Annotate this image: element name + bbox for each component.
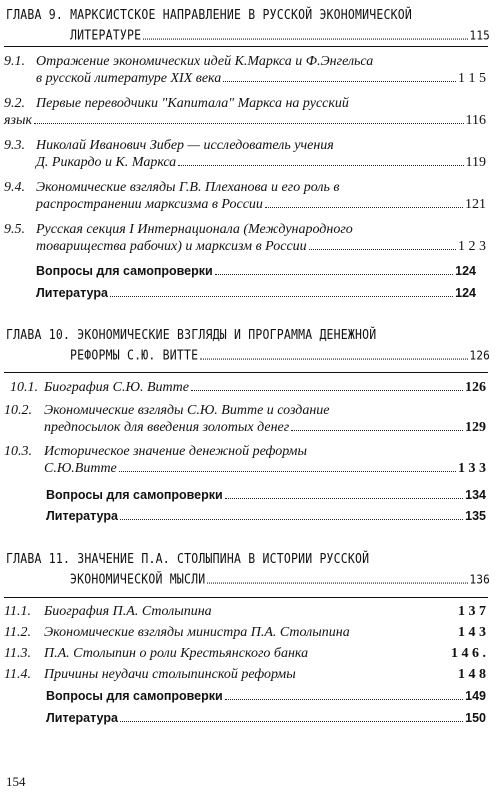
entry-title: распространении марксизма в России bbox=[36, 196, 263, 212]
toc-entry bbox=[10, 380, 486, 397]
chapter-title-line: ГЛАВА 9. МАРКСИСТСКОЕ НАПРАВЛЕНИЕ В РУССКОЙ ЭКОНОМИЧЕСКОЙ bbox=[6, 6, 413, 23]
entry-title: Литература bbox=[36, 286, 108, 300]
page-number: 121 bbox=[465, 196, 486, 212]
chapter-title-line: РЕФОРМЫ С.Ю. ВИТТЕ bbox=[70, 347, 199, 364]
entry-number: 10.1. bbox=[10, 380, 38, 395]
divider-line bbox=[4, 46, 488, 47]
page-number: 134 bbox=[465, 488, 486, 502]
entry-title: язык bbox=[4, 112, 32, 128]
dot-leader bbox=[110, 296, 453, 297]
literature-entry bbox=[36, 285, 476, 301]
page-number: 119 bbox=[465, 154, 486, 170]
dot-leader bbox=[143, 39, 467, 40]
entry-number: 11.2. bbox=[4, 625, 31, 640]
entry-title: Николай Иванович Зибер — исследователь учения bbox=[36, 138, 334, 153]
page-number: 1 1 5 bbox=[458, 70, 486, 86]
questions-entry bbox=[46, 688, 486, 704]
page-number: 1 3 3 bbox=[458, 460, 486, 476]
entry-number: 11.4. bbox=[4, 667, 31, 682]
divider-line bbox=[4, 372, 488, 373]
dot-leader bbox=[225, 699, 463, 700]
page-number: 1 4 3 bbox=[458, 625, 486, 640]
entry-number: 10.2. bbox=[4, 403, 32, 418]
dot-leader bbox=[120, 721, 463, 722]
page-number: 116 bbox=[465, 112, 486, 128]
page-number: 1 3 7 bbox=[458, 604, 486, 619]
entry-title: Причины неудачи столыпинской реформы bbox=[44, 667, 296, 682]
dot-leader bbox=[309, 249, 456, 250]
toc-entry bbox=[4, 403, 486, 436]
entry-number: 11.3. bbox=[4, 646, 31, 661]
entry-title: Вопросы для самопроверки bbox=[36, 264, 213, 278]
entry-number: 9.2. bbox=[4, 96, 25, 111]
dot-leader bbox=[291, 430, 463, 431]
toc-entry bbox=[4, 667, 486, 684]
entry-title: Д. Рикардо и К. Маркса bbox=[36, 154, 177, 170]
toc-entry bbox=[4, 444, 486, 477]
page-number: 126 bbox=[465, 380, 486, 395]
entry-title: С.Ю.Витте bbox=[44, 460, 117, 476]
dot-leader bbox=[223, 81, 456, 82]
page-number: 1 2 3 bbox=[458, 238, 486, 254]
chapter-title-line: ГЛАВА 10. ЭКОНОМИЧЕСКИЕ ВЗГЛЯДЫ И ПРОГРАММА ДЕНЕЖНОЙ bbox=[6, 326, 377, 343]
chapter-10-heading bbox=[6, 324, 490, 367]
entry-number: 11.1. bbox=[4, 604, 31, 619]
entry-title: Вопросы для самопроверки bbox=[46, 689, 223, 703]
literature-entry bbox=[46, 508, 486, 524]
entry-title: Экономические взгляды С.Ю. Витте и создание bbox=[44, 403, 330, 418]
entry-number: 10.3. bbox=[4, 444, 32, 459]
entry-title: предпосылок для введения золотых денег bbox=[44, 419, 290, 435]
entry-title: Первые переводчики "Капитала" Маркса на русский bbox=[36, 96, 349, 111]
chapter-title-line: ЛИТЕРАТУРЕ bbox=[70, 27, 142, 44]
entry-title: П.А. Столыпин о роли Крестьянского банка bbox=[44, 646, 309, 661]
dot-leader bbox=[207, 583, 467, 584]
page-number: 1 4 6 . bbox=[451, 646, 486, 661]
dot-leader bbox=[178, 165, 463, 166]
page-number: 124 bbox=[455, 264, 476, 278]
dot-leader bbox=[225, 498, 463, 499]
chapter-title-line: ГЛАВА 11. ЗНАЧЕНИЕ П.А. СТОЛЫПИНА В ИСТОРИИ РУССКОЙ bbox=[6, 550, 370, 567]
entry-number: 9.4. bbox=[4, 180, 25, 195]
toc-entry bbox=[4, 646, 486, 663]
entry-title: Вопросы для самопроверки bbox=[46, 488, 223, 502]
questions-entry bbox=[36, 263, 476, 279]
chapter-title-line: ЭКОНОМИЧЕСКОЙ МЫСЛИ bbox=[70, 571, 206, 588]
entry-title: Историческое значение денежной реформы bbox=[44, 444, 307, 459]
entry-title: Русская секция I Интернационала (Международного bbox=[36, 222, 353, 237]
toc-entry bbox=[4, 222, 486, 255]
page-number: 124 bbox=[455, 286, 476, 300]
chapter-11-heading bbox=[6, 548, 490, 591]
page-number: 115 bbox=[469, 28, 490, 44]
entry-title: Литература bbox=[46, 711, 118, 725]
toc-entry bbox=[4, 138, 486, 171]
entry-title: Биография П.А. Столыпина bbox=[44, 604, 212, 619]
dot-leader bbox=[120, 519, 463, 520]
toc-entry bbox=[4, 604, 486, 621]
divider-line bbox=[4, 597, 488, 598]
page-folio: 154 bbox=[6, 774, 26, 789]
page-number: 149 bbox=[465, 689, 486, 703]
dot-leader bbox=[265, 207, 463, 208]
entry-title: в русской литературе XIX века bbox=[36, 70, 222, 86]
toc-entry bbox=[4, 625, 486, 642]
entry-title: товарищества рабочих) и марксизм в России bbox=[36, 238, 307, 254]
page-number: 136 bbox=[469, 572, 490, 588]
literature-entry bbox=[46, 710, 486, 726]
entry-title: Биография С.Ю. Витте bbox=[44, 380, 189, 395]
dot-leader bbox=[215, 274, 453, 275]
entry-title: Экономические взгляды министра П.А. Столыпина bbox=[44, 625, 350, 640]
questions-entry bbox=[46, 487, 486, 503]
page-number: 126 bbox=[469, 348, 490, 364]
entry-number: 9.3. bbox=[4, 138, 25, 153]
page-number: 150 bbox=[465, 711, 486, 725]
entry-number: 9.1. bbox=[4, 54, 25, 69]
toc-entry bbox=[4, 54, 486, 87]
page-number: 1 4 8 bbox=[458, 667, 486, 682]
dot-leader bbox=[200, 359, 467, 360]
dot-leader bbox=[191, 390, 463, 391]
entry-title: Литература bbox=[46, 509, 118, 523]
toc-entry bbox=[4, 96, 486, 129]
entry-title: Экономические взгляды Г.В. Плеханова и его роль в bbox=[36, 180, 340, 195]
entry-title: Отражение экономических идей К.Маркса и Ф.Энгельса bbox=[36, 54, 374, 69]
entry-number: 9.5. bbox=[4, 222, 25, 237]
page-number: 135 bbox=[465, 509, 486, 523]
toc-entry bbox=[4, 180, 486, 213]
dot-leader bbox=[34, 123, 464, 124]
dot-leader bbox=[119, 471, 456, 472]
chapter-9-heading bbox=[6, 4, 490, 47]
page-number: 129 bbox=[465, 419, 486, 435]
